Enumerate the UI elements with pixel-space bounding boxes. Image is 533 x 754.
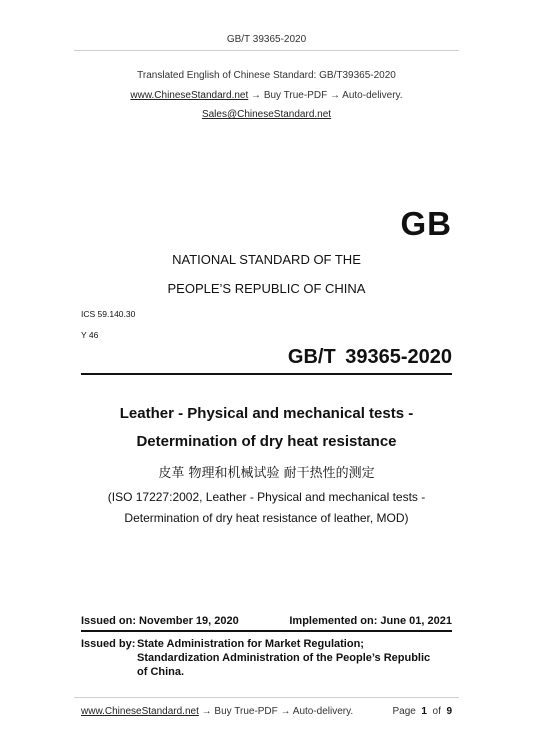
title-line-2: Determination of dry heat resistance <box>136 433 397 450</box>
footer-divider <box>74 697 459 698</box>
page-label: Page <box>392 706 416 717</box>
issued-by-label: Issued by: <box>81 638 136 650</box>
buy-line <box>0 90 533 101</box>
issued-on-date: Issued on: November 19, 2020 <box>81 615 239 627</box>
implemented-on-date: Implemented on: June 01, 2021 <box>289 615 452 627</box>
footer-buy-line <box>81 706 353 717</box>
site-link[interactable]: www.ChineseStandard.net <box>130 90 249 101</box>
national-line-1: NATIONAL STANDARD OF THE <box>172 252 361 267</box>
standard-code: GB/T 39365-2020 <box>287 346 452 368</box>
national-line-2: PEOPLE’S REPUBLIC OF CHINA <box>167 281 366 296</box>
buy-text: → Buy True-PDF → Auto-delivery. <box>248 90 403 101</box>
iso-line-1: (ISO 17227:2002, Leather - Physical and mechanical tests - <box>107 490 426 504</box>
of-label: of <box>432 706 441 717</box>
page-total: 9 <box>446 706 452 717</box>
iso-line-2: Determination of dry heat resistance of leather, MOD) <box>124 511 409 525</box>
title-line-1: Leather - Physical and mechanical tests - <box>119 405 414 422</box>
ics-code: ICS 59.140.30 <box>81 309 136 319</box>
y-code: Y 46 <box>81 330 99 340</box>
issued-by-line-2: Standardization Administration of the People’s Republic of China. <box>137 652 431 678</box>
issued-by-block <box>81 637 437 679</box>
footer-site-link[interactable]: www.ChineseStandard.net <box>81 706 199 717</box>
footer-buy-text: → Buy True-PDF → Auto-delivery. <box>198 706 354 717</box>
page-indicator <box>392 706 452 717</box>
translated-line: Translated English of Chinese Standard: GB/T39365-2020 <box>137 70 396 81</box>
page-number: 1 <box>421 706 427 717</box>
header-divider <box>74 50 459 51</box>
issued-by-line-1: State Administration for Market Regulation; <box>137 638 364 650</box>
gb-mark: GB <box>400 205 452 242</box>
standard-code-rule <box>81 373 452 375</box>
issue-date-rule <box>81 630 452 632</box>
header-doc-code: GB/T 39365-2020 <box>226 34 307 45</box>
sales-line <box>0 109 533 120</box>
title-chinese: 皮革 物理和机械试验 耐干热性的测定 <box>158 466 375 481</box>
email-link[interactable]: Sales@ChineseStandard.net <box>201 109 332 120</box>
